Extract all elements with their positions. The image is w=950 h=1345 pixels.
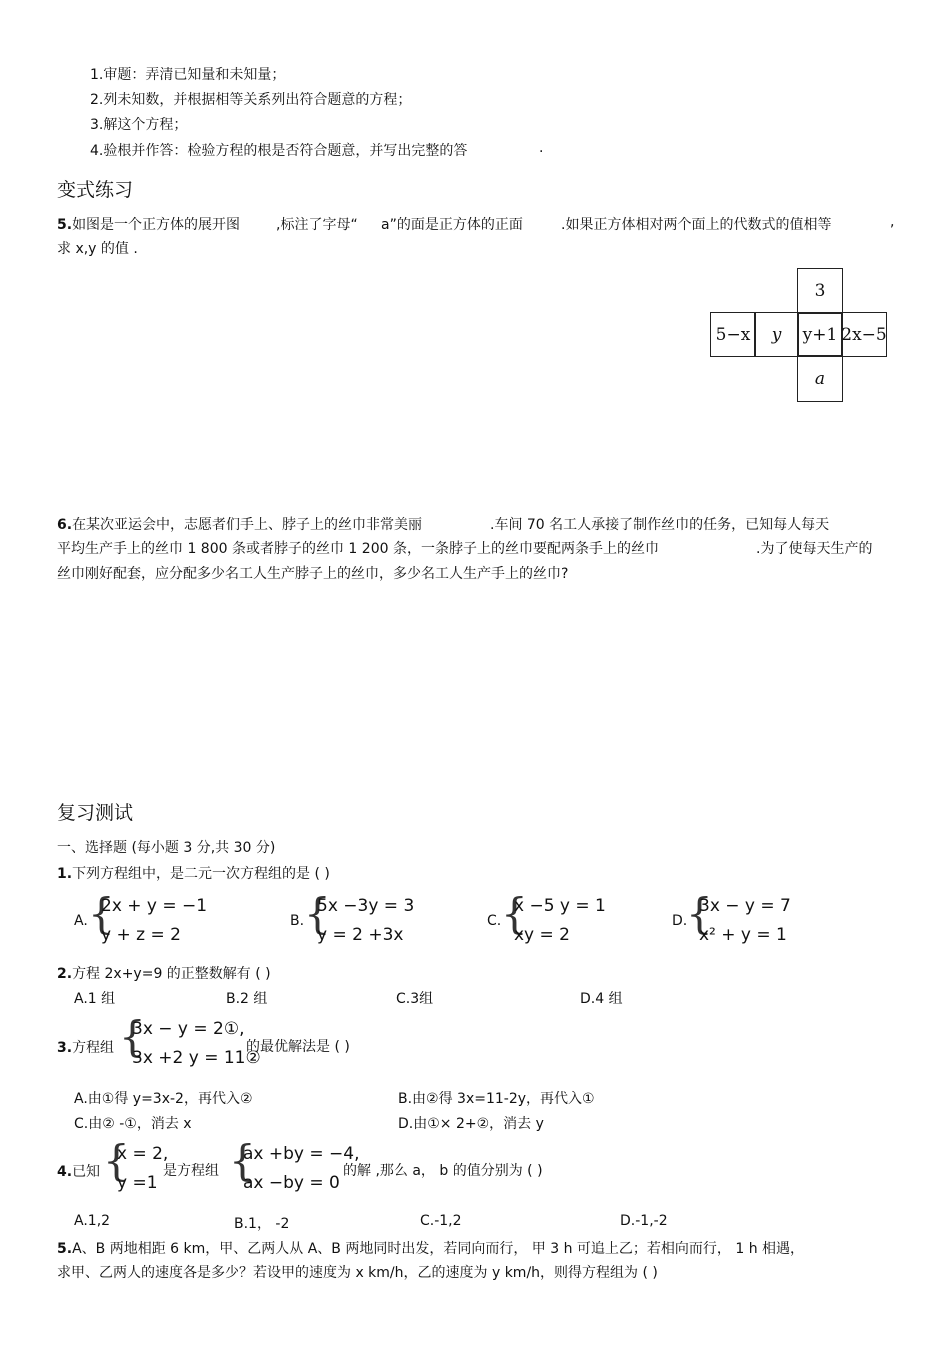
option-b-eq-2: y = 2 +3x — [317, 925, 404, 945]
problem-6-number: 6. — [57, 517, 73, 533]
question-1 — [57, 863, 330, 883]
problem-6-line-2b: .为了使每天生产的 — [756, 541, 873, 557]
brace-icon: { — [103, 1136, 130, 1185]
step-4-tail: . — [539, 140, 544, 156]
brace-icon: { — [304, 889, 331, 938]
question-3-eq-2: 3x +2 y = 11② — [132, 1048, 261, 1068]
question-2-number: 2. — [57, 966, 73, 982]
question-4-eq-1: ax +by = −4, — [243, 1144, 360, 1164]
question-1-number: 1. — [57, 866, 73, 882]
problem-6-line-2a: 平均生产手上的丝巾 1 800 条或者脖子的丝巾 1 200 条，一条脖子上的丝巾要配两条手上的丝巾 — [57, 541, 659, 557]
problem-5-text-c: a”的面是正方体的正面 — [381, 217, 523, 233]
question-5-line-1 — [57, 1238, 804, 1258]
problem-5-line-2: 求 x,y 的值 . — [57, 241, 138, 257]
question-4-option-c: C.-1,2 — [420, 1213, 462, 1229]
option-c-label: C. — [487, 913, 502, 929]
problem-6-text-a: 在某次亚运会中，志愿者们手上、脖子上的丝巾非常美丽 — [72, 517, 423, 533]
problem-5-text-e: , — [890, 214, 895, 230]
problem-5-text-a: 如图是一个正方体的展开图 — [72, 217, 241, 233]
question-3-eq-1: 3x − y = 2①, — [132, 1019, 245, 1039]
question-4 — [57, 1161, 100, 1181]
option-c-eq-2: xy = 2 — [514, 925, 570, 945]
option-d-eq-2: x² + y = 1 — [699, 925, 787, 945]
question-3 — [57, 1037, 114, 1057]
question-5-text-1: A、B 两地相距 6 km，甲、乙两人从 A、B 两地同时出发，若同向而行， 甲 3 h 可追上乙；若相向而行， 1 h 相遇， — [72, 1241, 805, 1257]
question-2-option-c: C.3组 — [396, 991, 434, 1007]
brace-icon: { — [501, 889, 528, 938]
question-4-prefix: 已知 — [72, 1164, 101, 1180]
brace-icon: { — [119, 1012, 146, 1061]
question-5-line-2: 求甲、乙两人的速度各是多少？若设甲的速度为 x km/h，乙的速度为 y km/h，则得方程组为 ( ) — [57, 1265, 658, 1281]
question-3-option-b: B.由②得 3x=11-2y，再代入① — [398, 1091, 595, 1107]
question-4-solution-x: x = 2, — [117, 1144, 169, 1164]
option-a-label: A. — [74, 913, 88, 929]
brace-icon: { — [686, 889, 713, 938]
question-3-prefix: 方程组 — [72, 1040, 115, 1056]
question-5-number: 5. — [57, 1241, 73, 1257]
question-3-suffix: 的最优解法是 ( ) — [246, 1039, 350, 1055]
question-3-option-c: C.由② -①，消去 x — [74, 1116, 192, 1132]
question-3-option-a: A.由①得 y=3x-2，再代入② — [74, 1091, 253, 1107]
step-1: 1.审题：弄清已知量和未知量； — [90, 67, 286, 83]
option-c-eq-1: x −5 y = 1 — [514, 896, 606, 916]
net-face-bottom: a — [797, 355, 843, 402]
section-title-variant: 变式练习 — [57, 179, 134, 201]
question-3-number: 3. — [57, 1040, 73, 1056]
question-2-option-a: A.1 组 — [74, 991, 116, 1007]
problem-6-text-b: .车间 70 名工人承接了制作丝巾的任务，已知每人每天 — [490, 517, 830, 533]
question-4-eq-2: ax −by = 0 — [243, 1173, 340, 1193]
question-4-suffix: 的解 ,那么 a， b 的值分别为 ( ) — [343, 1163, 543, 1179]
question-1-text: 下列方程组中，是二元一次方程组的是 ( ) — [72, 866, 330, 882]
net-face-top: 3 — [797, 268, 843, 314]
option-a-eq-1: 2x + y = −1 — [101, 896, 208, 916]
net-face-right: 2x−5 — [841, 312, 887, 357]
problem-6-line-3: 丝巾刚好配套，应分配多少名工人生产脖子上的丝巾，多少名工人生产手上的丝巾? — [57, 566, 569, 582]
question-3-option-d: D.由①× 2+②，消去 y — [398, 1116, 544, 1132]
problem-5-text-d: .如果正方体相对两个面上的代数式的值相等 — [561, 217, 832, 233]
option-a-eq-2: y + z = 2 — [101, 925, 181, 945]
net-face-center: y+1 — [797, 312, 843, 357]
net-face-left: 5−x — [710, 312, 756, 357]
step-2: 2.列未知数，并根据相等关系列出符合题意的方程； — [90, 92, 412, 108]
net-face-mid-left: y — [754, 312, 799, 357]
question-4-mid: 是方程组 — [163, 1163, 219, 1179]
problem-6-line-1 — [57, 514, 422, 534]
brace-icon: { — [229, 1136, 256, 1185]
question-2-option-d: D.4 组 — [580, 991, 623, 1007]
section-title-review: 复习测试 — [57, 802, 134, 824]
step-3: 3.解这个方程； — [90, 117, 188, 133]
option-d-label: D. — [672, 913, 688, 929]
option-b-eq-1: 5x −3y = 3 — [317, 896, 415, 916]
question-4-option-a: A.1,2 — [74, 1213, 111, 1229]
problem-5-line-1 — [57, 214, 240, 234]
option-d-eq-1: 3x − y = 7 — [699, 896, 791, 916]
step-4: 4.验根并作答：检验方程的根是否符合题意，并写出完整的答 — [90, 143, 468, 159]
question-4-option-d: D.-1,-2 — [620, 1213, 668, 1229]
question-4-number: 4. — [57, 1164, 73, 1180]
problem-5-number: 5. — [57, 217, 73, 233]
question-2-option-b: B.2 组 — [226, 991, 268, 1007]
option-b-label: B. — [290, 913, 305, 929]
part-1-heading: 一、选择题 (每小题 3 分,共 30 分) — [57, 840, 276, 856]
question-4-solution-y: y =1 — [117, 1173, 158, 1193]
problem-5-text-b: ,标注了字母“ — [276, 217, 358, 233]
question-2 — [57, 963, 271, 983]
brace-icon: { — [88, 889, 115, 938]
question-2-text: 方程 2x+y=9 的正整数解有 ( ) — [72, 966, 271, 982]
question-4-option-b: B.1， -2 — [234, 1216, 290, 1232]
